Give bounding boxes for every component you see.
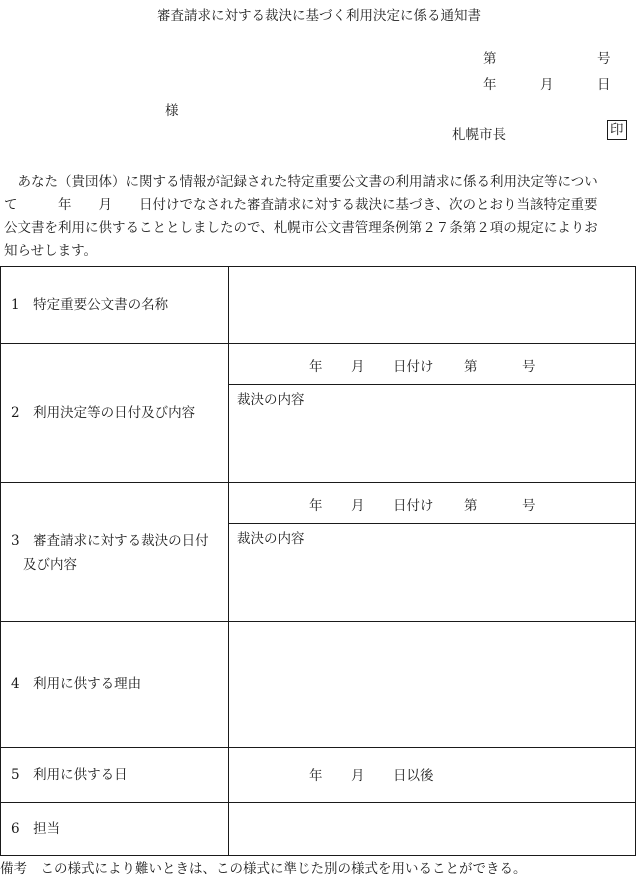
row2-year: 年 <box>309 359 323 375</box>
label-cell <box>1 267 229 343</box>
row5-year: 年 <box>309 768 323 784</box>
row2-month: 月 <box>351 359 365 375</box>
label-cell <box>1 748 229 802</box>
table-row-contact <box>1 803 635 855</box>
date-month: 月 <box>540 77 554 93</box>
decision-cell <box>229 344 635 482</box>
table-row-reason <box>1 622 635 748</box>
label-cell <box>1 344 229 482</box>
row4-label: 4 利用に供する理由 <box>11 676 142 692</box>
label-cell <box>1 483 229 621</box>
row2-dai: 第 <box>464 359 478 375</box>
ruling-content-field[interactable] <box>229 524 635 621</box>
row2-label: 2 利用決定等の日付及び内容 <box>11 405 196 421</box>
contact-field[interactable] <box>229 803 635 855</box>
ruling-cell <box>229 483 635 621</box>
number-go: 号 <box>597 51 611 67</box>
decision-content-field[interactable] <box>229 385 635 482</box>
available-date-field[interactable] <box>229 748 635 802</box>
row3-content-label: 裁決の内容 <box>237 531 305 547</box>
body-line: て 年 月 日付けでなされた審査請求に対する裁決に基づき、次のとおり当該特定重要 <box>4 197 598 213</box>
row3-dai: 第 <box>464 498 478 514</box>
row3-go: 号 <box>522 498 536 514</box>
ruling-date-line[interactable] <box>229 483 635 524</box>
row2-dated: 日付け <box>393 359 434 375</box>
date-year: 年 <box>483 77 497 93</box>
row3-label-line1: 3 審査請求に対する裁決の日付 <box>11 533 209 549</box>
label-cell <box>1 803 229 855</box>
row5-after: 日以後 <box>393 768 434 784</box>
row3-year: 年 <box>309 498 323 514</box>
row2-content-label: 裁決の内容 <box>237 392 305 408</box>
issuer-name: 札幌市長 <box>452 127 506 143</box>
body-line: 知らせします。 <box>4 243 98 259</box>
date-day: 日 <box>597 77 611 93</box>
number-dai: 第 <box>483 51 497 67</box>
row3-dated: 日付け <box>393 498 434 514</box>
notice-table <box>0 266 636 856</box>
label-cell <box>1 622 229 747</box>
row5-month: 月 <box>351 768 365 784</box>
row5-label: 5 利用に供する日 <box>11 767 128 783</box>
row1-label: 1 特定重要公文書の名称 <box>11 297 169 313</box>
table-row-available-date <box>1 748 635 803</box>
row3-month: 月 <box>351 498 365 514</box>
decision-date-line[interactable] <box>229 344 635 385</box>
footnote: 備考 この様式により難いときは、この様式に準じた別の様式を用いることができる。 <box>0 861 527 877</box>
row6-label: 6 担当 <box>11 821 61 837</box>
body-line: 公文書を利用に供することとしましたので、札幌市公文書管理条例第２７条第２項の規定によりお <box>4 220 598 236</box>
document-name-field[interactable] <box>229 267 635 343</box>
reason-field[interactable] <box>229 622 635 747</box>
table-row-document-name <box>1 267 635 344</box>
seal-mark: 印 <box>607 120 627 140</box>
body-paragraph <box>4 171 638 263</box>
body-line: あなた（貴団体）に関する情報が記録された特定重要公文書の利用請求に係る利用決定等につい <box>4 174 598 190</box>
row3-label-line2: 及び内容 <box>23 557 77 573</box>
addressee-suffix: 様 <box>165 103 179 119</box>
row2-go: 号 <box>522 359 536 375</box>
document-title: 審査請求に対する裁決に基づく利用決定に係る通知書 <box>157 8 481 24</box>
table-row-decision-date <box>1 344 635 483</box>
table-row-ruling-date <box>1 483 635 622</box>
